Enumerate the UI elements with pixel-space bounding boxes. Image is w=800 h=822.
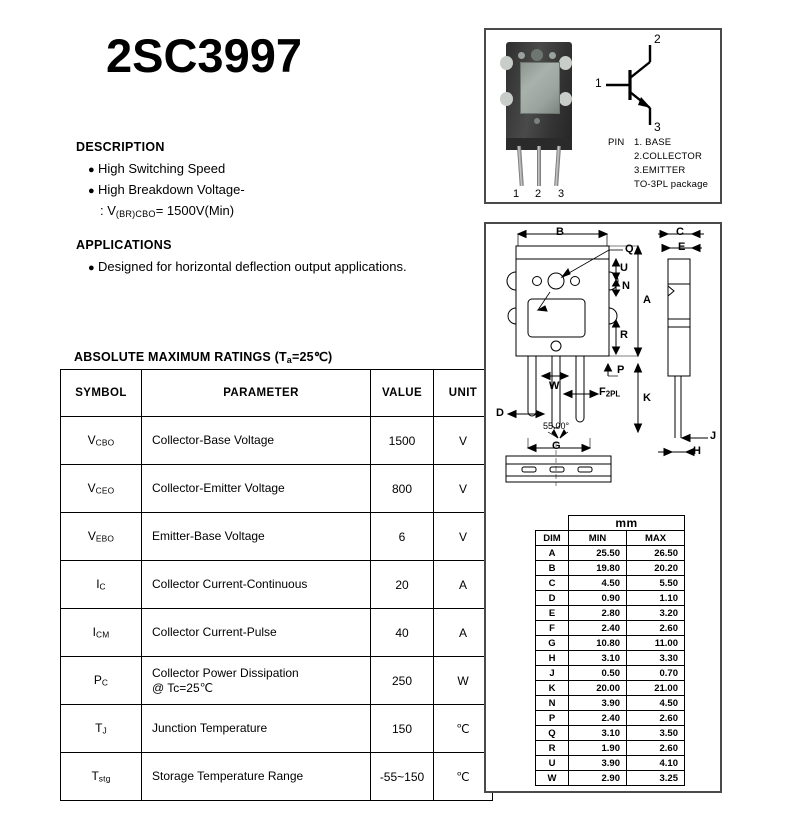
cell-symbol (61, 609, 142, 657)
package-outline-panel (484, 28, 722, 204)
breakdown-subscript: (BR)CBO (115, 208, 156, 219)
cell-min: 20.00 (569, 681, 627, 696)
dim-table-row (536, 636, 685, 651)
dim-table-unit-row (536, 516, 685, 531)
package-notch (559, 92, 572, 106)
dim-table-row (536, 741, 685, 756)
dim-table-row (536, 591, 685, 606)
dim-label-N: N (622, 280, 630, 292)
cell-dim: W (536, 771, 569, 786)
description-bullet-1-text: High Switching Speed (98, 161, 226, 176)
symbol-main: T (95, 721, 103, 736)
cell-max: 3.25 (627, 771, 685, 786)
dim-label-A: A (643, 294, 651, 306)
cell-max: 3.30 (627, 651, 685, 666)
cell-dim: R (536, 741, 569, 756)
transistor-symbol-svg (604, 40, 674, 130)
dim-label-G: G (552, 440, 561, 452)
symbol-subscript: stg (98, 773, 111, 784)
symbol-main: I (92, 625, 96, 640)
dim-column-header-max: MAX (627, 531, 685, 546)
cell-min: 2.40 (569, 711, 627, 726)
column-header-value: VALUE (371, 370, 434, 417)
ratings-title-subscript: a (286, 354, 293, 365)
dim-label-E: E (678, 241, 686, 253)
cell-value: 6 (371, 513, 434, 561)
cell-parameter (142, 561, 371, 609)
description-bullet-2-text: High Breakdown Voltage- (98, 182, 245, 197)
column-header-symbol: SYMBOL (61, 370, 142, 417)
pin-legend-emitter: 3.EMITTER (634, 165, 686, 176)
pin-legend-base: 1. BASE (634, 137, 672, 148)
transistor-package-photo (502, 40, 576, 200)
table-row (61, 753, 493, 801)
cell-min: 0.50 (569, 666, 627, 681)
symbol-subscript: C (101, 677, 109, 688)
dim-table-unit-header: mm (569, 516, 685, 531)
cell-min: 2.40 (569, 621, 627, 636)
table-row (61, 465, 493, 513)
cell-max: 4.10 (627, 756, 685, 771)
cell-value: 20 (371, 561, 434, 609)
dim-table-header-row (536, 531, 685, 546)
cell-max: 4.50 (627, 696, 685, 711)
cell-symbol (61, 657, 142, 705)
cell-unit: V (434, 417, 493, 465)
breakdown-prefix: : V (100, 203, 116, 218)
pin-legend-collector: 2.COLLECTOR (634, 151, 703, 162)
symbol-pin-number-emitter: 3 (654, 120, 661, 134)
dim-table-row (536, 771, 685, 786)
npn-transistor-symbol (595, 32, 674, 134)
symbol-main: P (93, 673, 102, 688)
cell-dim: B (536, 561, 569, 576)
cell-unit: ℃ (434, 705, 493, 753)
dim-label-B: B (556, 226, 564, 238)
cell-unit: A (434, 561, 493, 609)
parameter-line-2: @ Tc=25℃ (152, 680, 214, 695)
ratings-title-suffix: =25℃) (292, 350, 333, 364)
symbol-subscript: C (99, 581, 106, 592)
ratings-table-title (74, 349, 332, 365)
package-hole (518, 52, 525, 59)
cell-max: 3.20 (627, 606, 685, 621)
column-header-parameter: PARAMETER (142, 370, 371, 417)
cell-unit: ℃ (434, 753, 493, 801)
cell-max: 20.20 (627, 561, 685, 576)
package-lead-number-2: 2 (534, 188, 542, 200)
description-bullet-1 (88, 161, 225, 176)
dim-label-C: C (676, 226, 684, 238)
cell-dim: D (536, 591, 569, 606)
dim-table-row (536, 711, 685, 726)
package-notch (500, 92, 513, 106)
cell-max: 0.70 (627, 666, 685, 681)
parameter-line-1: Collector Current-Continuous (152, 577, 308, 591)
cell-max: 3.50 (627, 726, 685, 741)
package-mounting-hole (531, 49, 543, 61)
cell-symbol (61, 705, 142, 753)
parameter-line-1: Junction Temperature (152, 721, 268, 735)
package-center-mark (534, 118, 540, 124)
symbol-main: V (87, 481, 96, 496)
dim-label-Q: Q (625, 243, 634, 255)
symbol-pin-number-base: 1 (595, 76, 602, 90)
cell-parameter (142, 513, 371, 561)
cell-min: 4.50 (569, 576, 627, 591)
cell-min: 3.10 (569, 651, 627, 666)
symbol-subscript: CBO (95, 437, 115, 448)
absolute-maximum-ratings-table (60, 369, 493, 801)
dim-label-D: D (496, 407, 504, 419)
cell-symbol (61, 417, 142, 465)
table-row (61, 561, 493, 609)
dim-table-row (536, 621, 685, 636)
cell-parameter (142, 609, 371, 657)
column-header-unit: UNIT (434, 370, 493, 417)
package-lead-number-1: 1 (512, 188, 520, 200)
table-row (61, 705, 493, 753)
cell-min: 10.80 (569, 636, 627, 651)
cell-dim: J (536, 666, 569, 681)
cell-value: -55~150 (371, 753, 434, 801)
dim-label-H: H (693, 445, 701, 457)
symbol-main: V (87, 529, 96, 544)
symbol-main: I (96, 577, 100, 592)
cell-min: 19.80 (569, 561, 627, 576)
cell-dim: N (536, 696, 569, 711)
dim-label-W: W (549, 380, 560, 392)
parameter-line-1: Collector Current-Pulse (152, 625, 277, 639)
cell-dim: U (536, 756, 569, 771)
table-row (61, 513, 493, 561)
dim-label-J: J (710, 430, 717, 442)
cell-max: 5.50 (627, 576, 685, 591)
dim-label-U: U (620, 262, 628, 274)
dim-table-corner-cell (536, 516, 569, 531)
description-heading: DESCRIPTION (76, 140, 165, 154)
table-row (61, 609, 493, 657)
part-number-title: 2SC3997 (106, 29, 302, 82)
cell-value: 800 (371, 465, 434, 513)
dim-label-K: K (643, 392, 651, 404)
breakdown-suffix: = 1500V(Min) (155, 203, 235, 218)
cell-dim: H (536, 651, 569, 666)
symbol-subscript: J (102, 725, 107, 736)
cell-min: 3.10 (569, 726, 627, 741)
dim-label-F-main: F (599, 386, 606, 398)
applications-bullet-1-text: Designed for horizontal deflection output applications. (98, 259, 407, 274)
cell-symbol (61, 561, 142, 609)
dim-table-row (536, 606, 685, 621)
symbol-pin-number-collector: 2 (654, 32, 661, 46)
cell-max: 2.60 (627, 621, 685, 636)
table-header-row (61, 370, 493, 417)
parameter-line-1: Collector-Base Voltage (152, 433, 275, 447)
cell-min: 0.90 (569, 591, 627, 606)
cell-symbol (61, 513, 142, 561)
cell-dim: P (536, 711, 569, 726)
ratings-table-body (61, 417, 493, 801)
cell-min: 3.90 (569, 756, 627, 771)
cell-max: 26.50 (627, 546, 685, 561)
parameter-line-1: Emitter-Base Voltage (152, 529, 265, 543)
dim-label-F2PL (599, 386, 620, 399)
package-notch (559, 56, 572, 70)
cell-dim: K (536, 681, 569, 696)
dim-label-R: R (620, 329, 628, 341)
cell-parameter (142, 417, 371, 465)
applications-bullet-1 (88, 259, 407, 274)
parameter-line-1: Storage Temperature Range (152, 769, 304, 783)
cell-max: 21.00 (627, 681, 685, 696)
package-dimensions-table (535, 515, 685, 786)
table-row (61, 417, 493, 465)
dim-table-row (536, 546, 685, 561)
cell-min: 3.90 (569, 696, 627, 711)
package-metal-tab (520, 62, 560, 114)
mechanical-drawing-panel (484, 222, 722, 793)
cell-dim: G (536, 636, 569, 651)
symbol-main: V (87, 433, 96, 448)
cell-min: 25.50 (569, 546, 627, 561)
cell-parameter (142, 657, 371, 705)
symbol-subscript: CEO (95, 485, 115, 496)
cell-min: 2.90 (569, 771, 627, 786)
cell-min: 1.90 (569, 741, 627, 756)
bullet-dot-icon: ● (88, 261, 95, 274)
dim-table-row (536, 651, 685, 666)
cell-value: 1500 (371, 417, 434, 465)
cell-max: 11.00 (627, 636, 685, 651)
dim-table-row (536, 561, 685, 576)
cell-symbol (61, 753, 142, 801)
cell-value: 40 (371, 609, 434, 657)
bullet-dot-icon: ● (88, 184, 95, 197)
cell-dim: F (536, 621, 569, 636)
package-lead-2 (537, 146, 541, 186)
symbol-subscript: EBO (95, 533, 115, 544)
table-row (61, 657, 493, 705)
package-notch (500, 56, 513, 70)
cell-dim: Q (536, 726, 569, 741)
cell-parameter (142, 705, 371, 753)
package-lead-1 (517, 146, 524, 186)
cell-unit: V (434, 465, 493, 513)
cell-parameter (142, 465, 371, 513)
dim-table-body (536, 546, 685, 786)
description-breakdown-voltage-line (100, 203, 234, 219)
cell-dim: C (536, 576, 569, 591)
cell-max: 2.60 (627, 711, 685, 726)
cell-value: 150 (371, 705, 434, 753)
cell-max: 1.10 (627, 591, 685, 606)
description-bullet-2 (88, 182, 245, 197)
cell-value: 250 (371, 657, 434, 705)
dim-label-angle: 55.00° (543, 421, 570, 431)
dim-table-row (536, 666, 685, 681)
dim-column-header-dim: DIM (536, 531, 569, 546)
applications-heading: APPLICATIONS (76, 238, 172, 252)
cell-unit: W (434, 657, 493, 705)
dim-table-row (536, 576, 685, 591)
parameter-line-1: Collector-Emitter Voltage (152, 481, 285, 495)
dim-label-F-subscript: 2PL (605, 389, 621, 399)
parameter-line-1: Collector Power Dissipation (152, 665, 299, 680)
cell-max: 2.60 (627, 741, 685, 756)
pin-legend-package-name: TO-3PL package (634, 179, 709, 190)
cell-dim: E (536, 606, 569, 621)
symbol-main: T (91, 769, 99, 784)
right-diagram-column (484, 0, 800, 822)
dim-table-row (536, 681, 685, 696)
package-lead-number-3: 3 (557, 188, 565, 200)
cell-unit: V (434, 513, 493, 561)
dim-column-header-min: MIN (569, 531, 627, 546)
dim-label-P: P (617, 364, 625, 376)
dim-table-row (536, 696, 685, 711)
symbol-subscript: CM (95, 629, 110, 640)
ratings-title-prefix: ABSOLUTE MAXIMUM RATINGS (T (74, 350, 287, 364)
dim-table-row (536, 756, 685, 771)
cell-min: 2.80 (569, 606, 627, 621)
package-hole (549, 52, 556, 59)
bullet-dot-icon: ● (88, 163, 95, 176)
cell-dim: A (536, 546, 569, 561)
cell-parameter (142, 753, 371, 801)
cell-unit: A (434, 609, 493, 657)
dim-table-row (536, 726, 685, 741)
package-dimension-drawing (486, 224, 720, 514)
pin-legend-heading: PIN (608, 137, 625, 148)
package-lead-3 (554, 146, 561, 186)
cell-symbol (61, 465, 142, 513)
